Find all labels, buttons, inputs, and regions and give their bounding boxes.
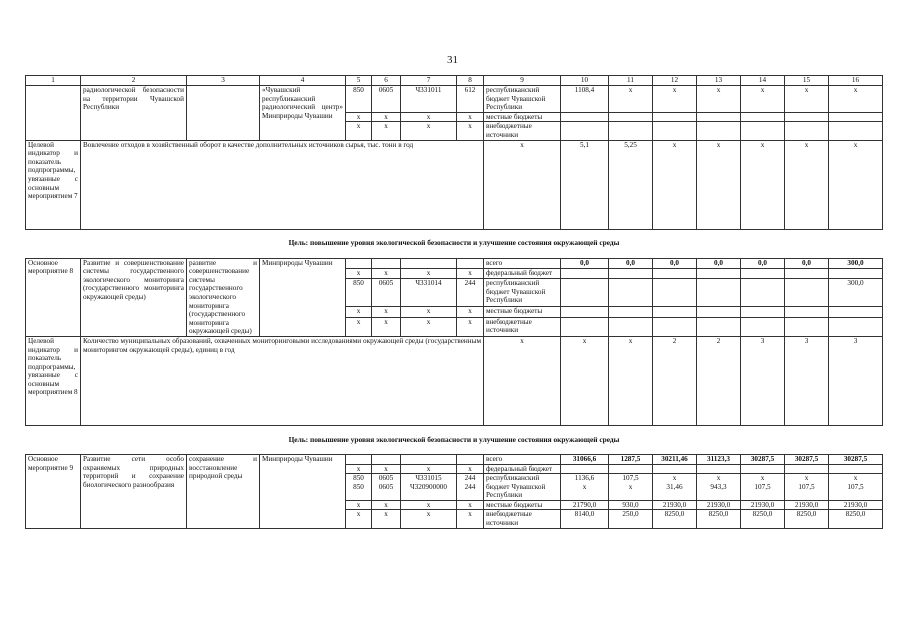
- indicator-text: Количество муниципальных образований, охваченных мониторинговыми исследованиями окружающей среды (государственным мониторингом окружающей среды), единиц в год: [81, 336, 484, 425]
- value-cell: 8250,0: [653, 510, 697, 528]
- measure-goal: развитие и совершенствование системы государственного экологического мониторинга (государственного мониторинга окружающей среды): [187, 258, 260, 336]
- value-cell: 30211,46: [653, 454, 697, 464]
- value-cell: 8250,0: [785, 510, 829, 528]
- value-cell: x 107,5: [785, 474, 829, 501]
- value-cell: 8250,0: [697, 510, 741, 528]
- value-cell: x: [697, 86, 741, 113]
- value-cell: x: [829, 86, 883, 113]
- value-cell: 21930,0: [697, 500, 741, 510]
- measure-title: Развитие и совершенствование системы государственного экологического мониторинга (государственного мониторинга окружающей среды): [81, 258, 187, 336]
- expense-type: x: [457, 112, 484, 122]
- table-row: x x x x федеральный бюджет: [26, 268, 883, 278]
- header-cell: 3: [187, 76, 260, 86]
- target-article: Ч331011: [401, 86, 457, 113]
- funding-source: внебюджетные источники: [484, 317, 561, 336]
- value-cell: 2: [697, 336, 741, 425]
- header-cell: 11: [609, 76, 653, 86]
- goal-row: [26, 229, 883, 258]
- measure-label: Основное мероприятие 9: [26, 454, 81, 528]
- value-cell: 21930,0: [785, 500, 829, 510]
- header-cell: 5: [346, 76, 372, 86]
- value-cell: x: [697, 140, 741, 229]
- indicator-text: Вовлечение отходов в хозяйственный оборот в качестве дополнительных источников сырья, тыс. тонн в год: [81, 140, 484, 229]
- table-row: [26, 258, 883, 268]
- value-cell: x: [785, 140, 829, 229]
- header-cell: 2: [81, 76, 187, 86]
- table-row: [26, 454, 883, 464]
- target-article: x: [401, 122, 457, 140]
- value-cell: 0,0: [653, 258, 697, 268]
- goal-row: [26, 425, 883, 454]
- funding-source: местные бюджеты: [484, 307, 561, 317]
- table-row: x x x x местные бюджеты 21790,0 930,0 21930,0 21930,0 21930,0 21930,0 21930,0: [26, 500, 883, 510]
- section-code: 0605 0605: [372, 474, 401, 501]
- value-cell: x: [741, 86, 785, 113]
- value-cell: 1108,4: [561, 86, 609, 113]
- grbs-code: 850: [346, 278, 372, 306]
- value-cell: 21790,0: [561, 500, 609, 510]
- value-cell: 8250,0: [829, 510, 883, 528]
- value-cell: 3: [785, 336, 829, 425]
- value-cell: x: [653, 86, 697, 113]
- page-number: 31: [447, 54, 458, 66]
- value-cell: 21930,0: [653, 500, 697, 510]
- value-cell: x: [653, 140, 697, 229]
- table-row: x x x x внебюджетные источники: [26, 317, 883, 336]
- funding-source: местные бюджеты: [484, 112, 561, 122]
- value-cell: 21930,0: [829, 500, 883, 510]
- value-cell: 1287,5: [609, 454, 653, 464]
- header-cell: 14: [741, 76, 785, 86]
- header-cell: 4: [260, 76, 346, 86]
- funding-source: внебюджетные источники: [484, 122, 561, 140]
- value-cell: 0,0: [785, 258, 829, 268]
- value-cell: 31123,3: [697, 454, 741, 464]
- value-cell: 250,0: [609, 510, 653, 528]
- funding-source: всего: [484, 454, 561, 464]
- section-code: x: [372, 122, 401, 140]
- goal-text: Цель: повышение уровня экологической безопасности и улучшение состояния окружающей среды: [26, 425, 883, 454]
- value-cell: 30287,5: [785, 454, 829, 464]
- value-cell: x 107,5: [829, 474, 883, 501]
- value-cell: x: [484, 140, 561, 229]
- indicator-row: [26, 336, 883, 425]
- value-cell: x 107,5: [741, 474, 785, 501]
- measure-title: Развитие сети особо охраняемых природных территорий и сохранение биологического разнообразия: [81, 454, 187, 528]
- target-article: Ч331015 Ч320900000: [401, 474, 457, 501]
- grbs-code: 850: [346, 86, 372, 113]
- header-cell: 9: [484, 76, 561, 86]
- value-cell: 0,0: [697, 258, 741, 268]
- header-cell: 13: [697, 76, 741, 86]
- funding-source: внебюджетные источники: [484, 510, 561, 528]
- section-code: x: [372, 112, 401, 122]
- value-cell: 300,0: [829, 258, 883, 268]
- header-cell: 16: [829, 76, 883, 86]
- value-cell: 30287,5: [829, 454, 883, 464]
- value-cell: 107,5 x: [609, 474, 653, 501]
- value-cell: 30287,5: [741, 454, 785, 464]
- indicator-row: [26, 140, 883, 229]
- funding-source: местные бюджеты: [484, 500, 561, 510]
- value-cell: 0,0: [741, 258, 785, 268]
- value-cell: x: [829, 140, 883, 229]
- indicator-label: Целевой индикатор и показатель подпрограммы, увязанные с основным мероприятием 7: [26, 140, 81, 229]
- executor: «Чувашский республиканский радиологический центр» Минприроды Чувашии: [260, 86, 346, 141]
- value-cell: 8250,0: [741, 510, 785, 528]
- expense-type: 244 244: [457, 474, 484, 501]
- value-cell: 0,0: [609, 258, 653, 268]
- grbs-code: x: [346, 122, 372, 140]
- value-cell: x: [561, 336, 609, 425]
- funding-source: республиканский бюджет Чувашской Республики: [484, 474, 561, 501]
- value-cell: x 943,3: [697, 474, 741, 501]
- value-cell: x: [741, 140, 785, 229]
- value-cell: 930,0: [609, 500, 653, 510]
- expense-type: 244: [457, 278, 484, 306]
- header-cell: 1: [26, 76, 81, 86]
- funding-source: республиканский бюджет Чувашской Республики: [484, 278, 561, 306]
- value-cell: 1136,6 x: [561, 474, 609, 501]
- goal-text: Цель: повышение уровня экологической безопасности и улучшение состояния окружающей среды: [26, 229, 883, 258]
- expense-type: 612: [457, 86, 484, 113]
- target-article: x: [401, 112, 457, 122]
- header-cell: 7: [401, 76, 457, 86]
- value-cell: 2: [653, 336, 697, 425]
- funding-source: федеральный бюджет: [484, 268, 561, 278]
- section-code: 0605: [372, 86, 401, 113]
- grbs-code: 850 850: [346, 474, 372, 501]
- executor: Минприроды Чувашии: [260, 454, 346, 528]
- value-cell: 3: [829, 336, 883, 425]
- indicator-label: Целевой индикатор и показатель подпрограммы, увязанные с основным мероприятием 8: [26, 336, 81, 425]
- measure-title: радиологической безопасности на территории Чувашской Республики: [81, 86, 187, 141]
- value-cell: 0,0: [561, 258, 609, 268]
- header-cell: 6: [372, 76, 401, 86]
- grbs-code: x: [346, 112, 372, 122]
- value-cell: x: [785, 86, 829, 113]
- section-code: 0605: [372, 278, 401, 306]
- value-cell: 3: [741, 336, 785, 425]
- value-cell: x: [609, 86, 653, 113]
- table-row: x x x x местные бюджеты: [26, 307, 883, 317]
- table-row: x x x x внебюджетные источники 8140,0 250,0 8250,0 8250,0 8250,0 8250,0 8250,0: [26, 510, 883, 528]
- value-cell: 5,25: [609, 140, 653, 229]
- value-cell: x: [484, 336, 561, 425]
- header-cell: 12: [653, 76, 697, 86]
- value-cell: 8140,0: [561, 510, 609, 528]
- header-row: [26, 76, 883, 86]
- header-cell: 10: [561, 76, 609, 86]
- value-cell: 31066,6: [561, 454, 609, 464]
- measure-label: Основное мероприятие 8: [26, 258, 81, 336]
- header-cell: 8: [457, 76, 484, 86]
- table-row: x x x x федеральный бюджет: [26, 464, 883, 474]
- value-cell: 300,0: [829, 278, 883, 306]
- target-article: Ч331014: [401, 278, 457, 306]
- value-cell: x: [609, 336, 653, 425]
- value-cell: x 31,46: [653, 474, 697, 501]
- value-cell: 21930,0: [741, 500, 785, 510]
- executor: Минприроды Чувашии: [260, 258, 346, 336]
- expense-type: x: [457, 122, 484, 140]
- funding-source: республиканский бюджет Чувашской Республики: [484, 86, 561, 113]
- budget-table: [25, 75, 883, 529]
- value-cell: 5,1: [561, 140, 609, 229]
- funding-source: федеральный бюджет: [484, 464, 561, 474]
- header-cell: 15: [785, 76, 829, 86]
- table-row: [26, 86, 883, 113]
- funding-source: всего: [484, 258, 561, 268]
- measure-goal: сохранение и восстановление природной среды: [187, 454, 260, 528]
